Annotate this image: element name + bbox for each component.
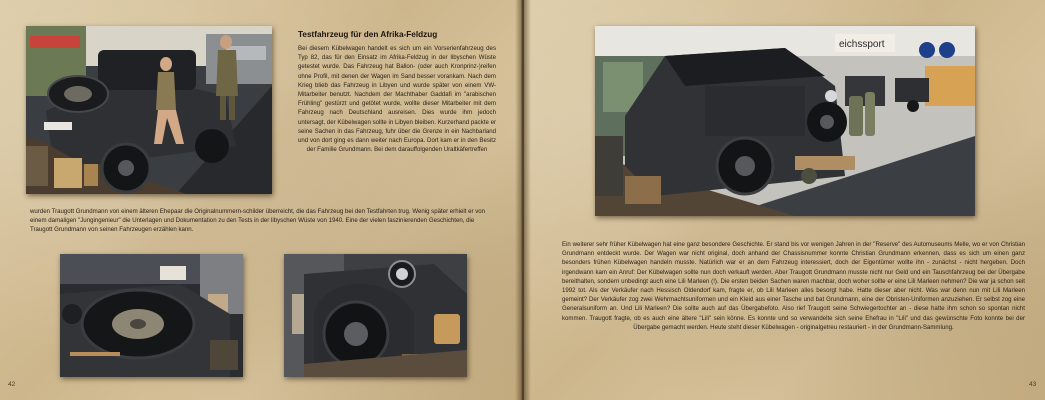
article-continued-text: wurden Traugott Grundmann von einem älteren Ehepaar die Originalnummern-schilder überreicht, die das Fahrzeug bei den Testfahrten trug. Wenig später erhielt er von einem damaligen "Jungingenieur" die Unterlagen und Dokumentation zu den Tests in der libyschen Wüste von 1940. Eine der vielen faszinierenden Geschichten, die Traugott Grundmann von seinen Fahrzeugen erzählen kann.	[30, 208, 486, 234]
photo-kuebelwagen-melle	[595, 26, 975, 216]
article-heading: Testfahrzeug für den Afrika-Feldzug	[298, 30, 438, 39]
wall-sign-text: eichssport	[839, 39, 885, 50]
article-column-text: Bei diesem Kübelwagen handelt es sich um ein Vorserienfahrzeug des Typ 82, das für den Einsatz im Afrika-Feldzug in der libyschen Wüste getestet wurde. Das Fahrzeug hat Ballon- (oder auch Kronprinz-)reifen ohne Profil, mit denen der Wagen im Sand besser vorankam. Nach dem Krieg blieb das Fahrzeug in Libyen und wurde später von einem VW-Mitarbeiter benutzt. Nachdem der Machthaber Gaddafi im "arabischen Frühling" gestürzt und getötet wurde, wollte dieser Mitarbeiter mit dem Fahrzeug nach Deutschland ausreisen. Dies wurde ihm jedoch untersagt, der Kübelwagen sollte in Libyen bleiben. Kurzerhand packte er seine Sachen in das Fahrzeug, fuhr über die Grenze in ein Nachbarland und von dort ging es dann weiter nach Europa. Dort kam er in den Besitz der Familie Grundmann. Bei dem darauffolgenden Uraltkäfertreffen	[298, 45, 496, 154]
story-text: Ein weiterer sehr früher Kübelwagen hat eine ganz besondere Geschichte. Er stand bis vor wenigen Jahren in der "Reserve" des Automuseums Melle, wo er von Christian Grundmann entdeckt wurde. Der Wagen war nicht original, doch anhand der Chassisnummer konnte Christian Grundmann erkennen, dass es sich um einen ganz besonders frühen Kübelwagen handeln musste. Natürlich war er an dem Fahrzeug interessiert, doch der Eigentümer wollte ihn - zunächst - nicht hergeben. Doch irgendwann kam ein Anruf: Der Kübelwagen sollte nun doch verkauft werden. Aber Traugott Grundmann musste nicht nur Geld und ein Tauschfahrzeug bei der Übergabe bereithalten, sondern unbedingt auch eine Lili Marleen (!). Die ersten beiden Sachen waren machbar, doch woher sollte er eine Lili Marleen nehmen? Die war ja schon seit 1992 tot. Als der Verkäufer nach Hessisch Oldendorf kam, fragte er, ob Lili Marleen alles besorgt habe. Hatte dieser aber nicht. Was war denn nun mit Lili Marleen gemeint? Der Verkäufer zog zwei Wehrmachtsuniformen und ein Kleid aus einer Tasche und bat Grundmann, eine der Obristen-Uniformen anzuziehen. Er selbst zog eine Generalsuniform an. Und Lili Marleen? Die sollte auch auf das Übergabefoto. Also rief Traugott seine Schwiegertochter an - diese hatte ihm schon so spontan nicht kommen. Traugott fragte, ob es auch eine ältere "Lili" sein könne. Es konnte und so verwandelte sich seine Ehefrau in "Lili" und das gewünschte Foto konnte bei der Übergabe gemacht werden. Heute steht dieser Kübelwagen - originalgetreu restauriert - in der Grundmann-Sammlung.	[562, 241, 1025, 331]
photo-spare-tire	[60, 254, 243, 377]
right-page	[524, 0, 1045, 400]
photo-front-wheel	[284, 254, 467, 377]
page-number-left: 42	[8, 381, 16, 388]
left-page	[0, 0, 521, 400]
book-gutter	[515, 0, 531, 400]
page-number-right: 43	[1029, 381, 1037, 388]
photo-kuebelwagen-afrika	[26, 26, 272, 194]
